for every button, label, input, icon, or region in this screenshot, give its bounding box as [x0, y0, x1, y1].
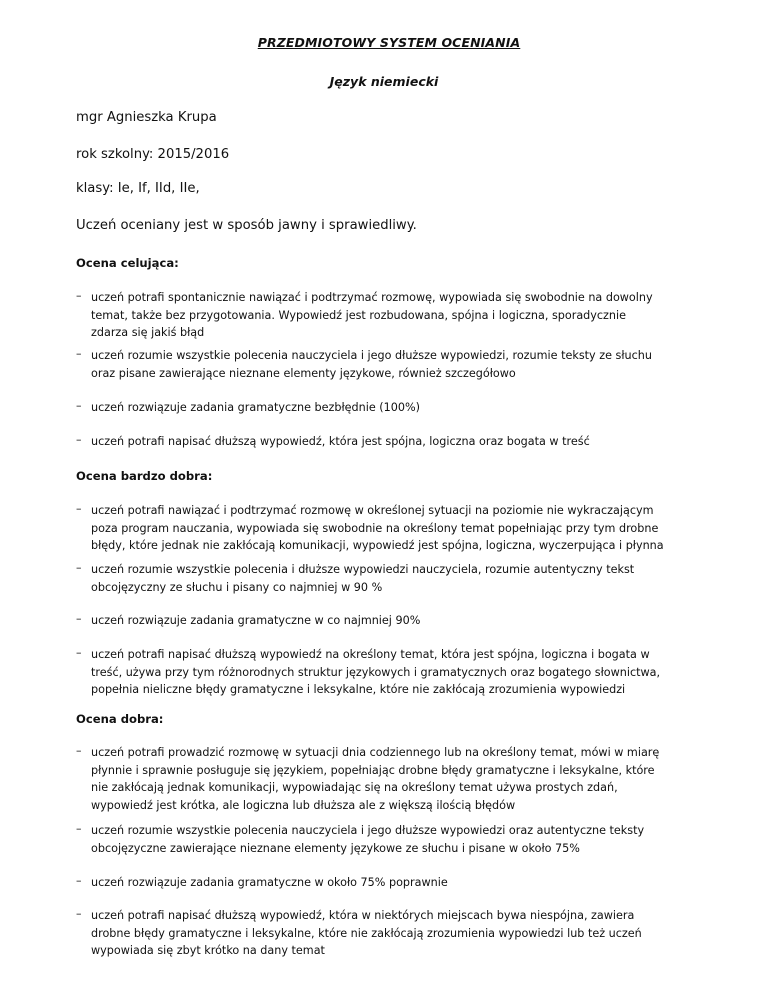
item-line: płynnie i sprawnie posługuje się językiem, popełniając drobne błędy gramatyczne i leksykalne, które	[91, 763, 655, 777]
item-line: oraz pisane zawierające nieznane elementy językowe, również szczegółowo	[91, 366, 516, 380]
item-line: obcojęzyczny ze słuchu i pisany co najmniej w 90 %	[91, 580, 383, 594]
item-line: uczeń potrafi napisać dłuższą wypowiedź, która w niektórych miejscach bywa niespójna, zawiera	[91, 909, 635, 922]
item-line: zdarza się jakiś błąd	[91, 326, 205, 339]
bullet-dash: –	[76, 289, 82, 302]
subject-title: Język niemiecki	[329, 74, 439, 89]
bullet-dash: –	[76, 907, 82, 920]
item-line: uczeń potrafi prowadzić rozmowę w sytuacji dnia codziennego lub na określony temat, mówi w miarę	[91, 746, 660, 759]
item-line: błędy, które jednak nie zakłócają komunikacji, wypowiedź jest spójna, logiczna, wyczerpująca i płynna	[91, 539, 664, 552]
item-line: uczeń rozumie wszystkie polecenia nauczyciela i jego dłuższe wypowiedzi oraz autentyczne teksty	[91, 824, 645, 837]
item-line: uczeń rozumie wszystkie polecenia nauczyciela i jego dłuższe wypowiedzi, rozumie teksty ze słuchu	[91, 349, 652, 362]
document-title: PRZEDMIOTOWY SYSTEM OCENIANIA	[257, 35, 521, 50]
item-line: uczeń potrafi napisać dłuższą wypowiedź na określony temat, która jest spójna, logiczna i bogata w	[91, 648, 650, 661]
item-line: treść, używa przy tym różnorodnych struktur językowych i gramatycznych oraz bogatego słownictwa,	[91, 665, 661, 679]
section-heading-dobra: Ocena dobra:	[76, 712, 164, 726]
bullet-dash: –	[76, 612, 82, 625]
item-line: uczeń potrafi napisać dłuższą wypowiedź, która jest spójna, logiczna oraz bogata w treść	[91, 435, 590, 448]
item-line: uczeń potrafi nawiązać i podtrzymać rozmowę w określonej sytuacji na poziomie nie wykraczającym	[91, 504, 654, 517]
bullet-dash: –	[76, 561, 82, 574]
item-line: temat, także bez przygotowania. Wypowiedź jest rozbudowana, spójna i logiczna, sporadycznie	[91, 308, 627, 322]
item-line: popełnia nieliczne błędy gramatyczne i leksykalne, które nie zakłócają zrozumienia wypowiedzi	[91, 683, 626, 696]
item-line: uczeń rozwiązuje zadania gramatyczne bezbłędnie (100%)	[91, 401, 420, 414]
bullet-dash: –	[76, 646, 82, 659]
item-line: uczeń potrafi spontanicznie nawiązać i podtrzymać rozmowę, wypowiada się swobodnie na dowolny	[91, 291, 653, 304]
item-line: wypowiedź jest krótka, ale logiczna lub dłuższa ale z większą ilością błędów	[91, 798, 516, 812]
bullet-dash: –	[76, 347, 82, 360]
item-line: obcojęzyczne zawierające nieznane elementy językowe ze słuchu i pisane w około 75%	[91, 841, 580, 855]
teacher-name: mgr Agnieszka Krupa	[76, 110, 217, 125]
bullet-dash: –	[76, 502, 82, 515]
bullet-dash: –	[76, 399, 82, 412]
school-year: rok szkolny: 2015/2016	[76, 147, 230, 162]
bullet-dash: –	[76, 874, 82, 887]
section-heading-celujaca: Ocena celująca:	[76, 256, 179, 270]
bullet-dash: –	[76, 433, 82, 446]
bullet-dash: –	[76, 744, 82, 757]
item-line: poza program nauczania, wypowiada się swobodnie na określony temat popełniając przy tym drobne	[91, 521, 659, 535]
item-line: uczeń rozwiązuje zadania gramatyczne w co najmniej 90%	[91, 614, 421, 627]
item-line: wypowiada się zbyt krótko na dany temat	[91, 944, 325, 957]
classes-list: klasy: Ie, If, IId, IIe,	[76, 181, 200, 196]
section-heading-bardzo-dobra: Ocena bardzo dobra:	[76, 469, 213, 483]
item-line: uczeń rozumie wszystkie polecenia i dłuższe wypowiedzi nauczyciela, rozumie autentyczny tekst	[91, 563, 635, 576]
intro-statement: Uczeń oceniany jest w sposób jawny i sprawiedliwy.	[76, 218, 417, 233]
item-line: nie zakłócają jednak komunikacji, wypowiadając się na określony temat używa prostych zdań,	[91, 781, 618, 794]
item-line: drobne błędy gramatyczne i leksykalne, które nie zakłócają zrozumienia wypowiedzi lub też uczeń	[91, 926, 642, 940]
item-line: uczeń rozwiązuje zadania gramatyczne w około 75% poprawnie	[91, 876, 448, 889]
bullet-dash: –	[76, 822, 82, 835]
